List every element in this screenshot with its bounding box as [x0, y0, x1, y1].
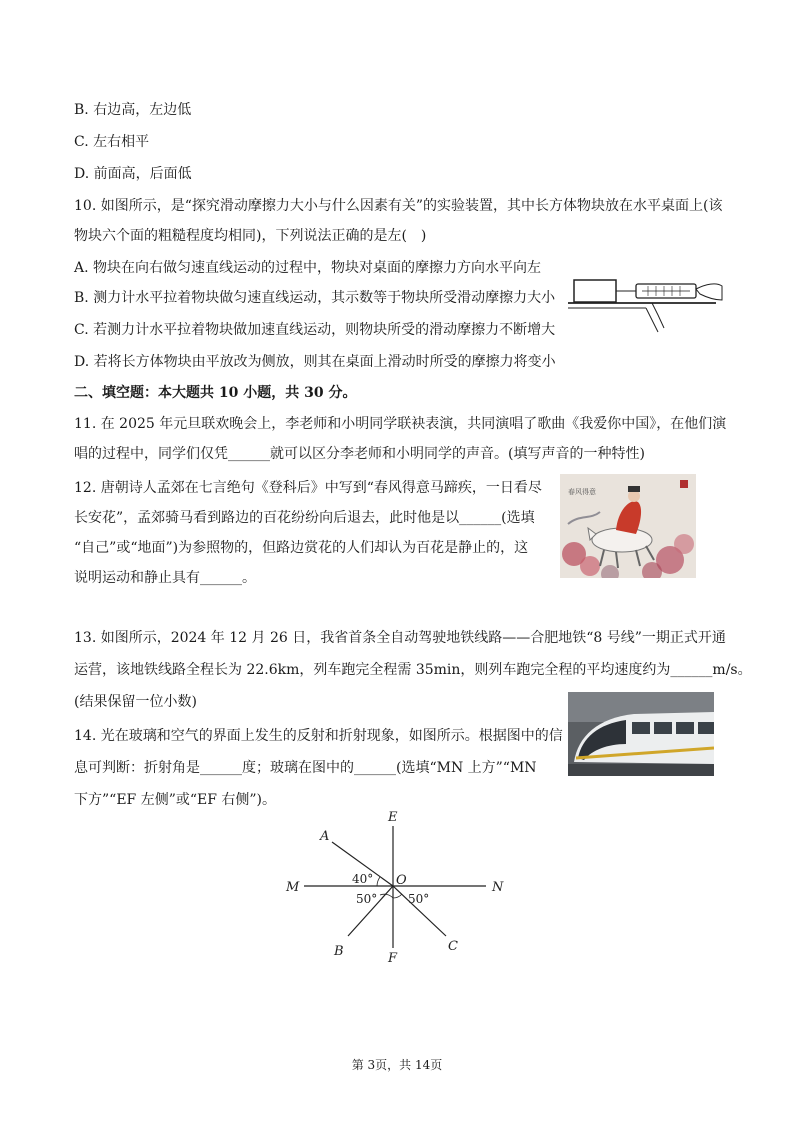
label-a: A [320, 829, 330, 844]
angle-label-50-right: 50° [408, 892, 430, 906]
q13-line1: 13. 如图所示，2024 年 12 月 26 日，我省首条全自动驾驶地铁线路——合肥地铁“8 号线”一期正式开通 [74, 630, 726, 646]
q14-line3: 下方”“EF 左侧”或“EF 右侧”)。 [74, 792, 277, 808]
q13-line3: (结果保留一位小数) [74, 694, 197, 710]
q13-line2: 运营，该地铁线路全程长为 22.6km，列车跑完全程需 35min，则列车跑完全程的平均速度约为______m/s。 [74, 662, 752, 678]
label-m: M [286, 880, 300, 895]
q10-stem-line2: 物块六个面的粗糙程度均相同)，下列说法正确的是左( ) [74, 228, 427, 244]
q14-line2: 息可判断：折射角是______度；玻璃在图中的______(选填“MN 上方”“MN [74, 760, 537, 776]
q9-option-b: B. 右边高，左边低 [74, 102, 192, 118]
q11-line1: 11. 在 2025 年元旦联欢晚会上，李老师和小明同学联袂表演，共同演唱了歌曲《我爱你中国》，在他们演 [74, 416, 727, 432]
q10-option-d: D. 若将长方体物块由平放改为侧放，则其在桌面上滑动时所受的摩擦力将变小 [74, 354, 556, 370]
q12-line4: 说明运动和静止具有______。 [74, 570, 256, 586]
metro-train-photo [568, 692, 714, 776]
label-e: E [388, 810, 398, 825]
label-c: C [448, 939, 458, 954]
q10-option-a: A. 物块在向右做匀速直线运动的过程中，物块对桌面的摩擦力方向水平向左 [74, 260, 542, 276]
angle-label-40: 40° [352, 872, 374, 886]
q10-stem-line1: 10. 如图所示，是“探究滑动摩擦力大小与什么因素有关”的实验装置，其中长方体物块放在水平桌面上(该 [74, 198, 723, 214]
label-f: F [388, 951, 398, 966]
q12-line3: “自己”或“地面”)为参照物的，但路边赏花的人们却认为百花是静止的，这 [74, 540, 529, 556]
page-footer: 第 3页，共 14页 [351, 1058, 443, 1072]
q14-line1: 14. 光在玻璃和空气的界面上发生的反射和折射现象，如图所示。根据图中的信 [74, 728, 563, 744]
q12-line2: 长安花”，孟郊骑马看到路边的百花纷纷向后退去，此时他是以______(选填 [74, 510, 535, 526]
q11-line2: 唱的过程中，同学们仅凭______就可以区分李老师和小明同学的声音。(填写声音的一种特性) [74, 446, 645, 462]
q10-option-c: C. 若测力计水平拉着物块做加速直线运动，则物块所受的滑动摩擦力不断增大 [74, 322, 556, 338]
label-o: O [396, 873, 407, 888]
q9-option-d: D. 前面高，后面低 [74, 166, 192, 182]
horse-rider-painting [560, 474, 696, 578]
section-2-heading: 二、填空题：本大题共 10 小题，共 30 分。 [74, 385, 357, 401]
svg-text:春风得意: 春风得意 [568, 488, 596, 496]
q12-line1: 12. 唐朝诗人孟郊在七言绝句《登科后》中写到“春风得意马蹄疾，一日看尽 [74, 480, 542, 496]
q10-option-b: B. 测力计水平拉着物块做匀速直线运动，其示数等于物块所受滑动摩擦力大小 [74, 290, 556, 306]
q9-option-c: C. 左右相平 [74, 134, 150, 150]
angle-label-50-left: 50° [356, 892, 378, 906]
label-b: B [334, 944, 344, 959]
optics-diagram [280, 806, 510, 966]
label-n: N [492, 880, 504, 895]
friction-experiment-figure [566, 270, 726, 340]
